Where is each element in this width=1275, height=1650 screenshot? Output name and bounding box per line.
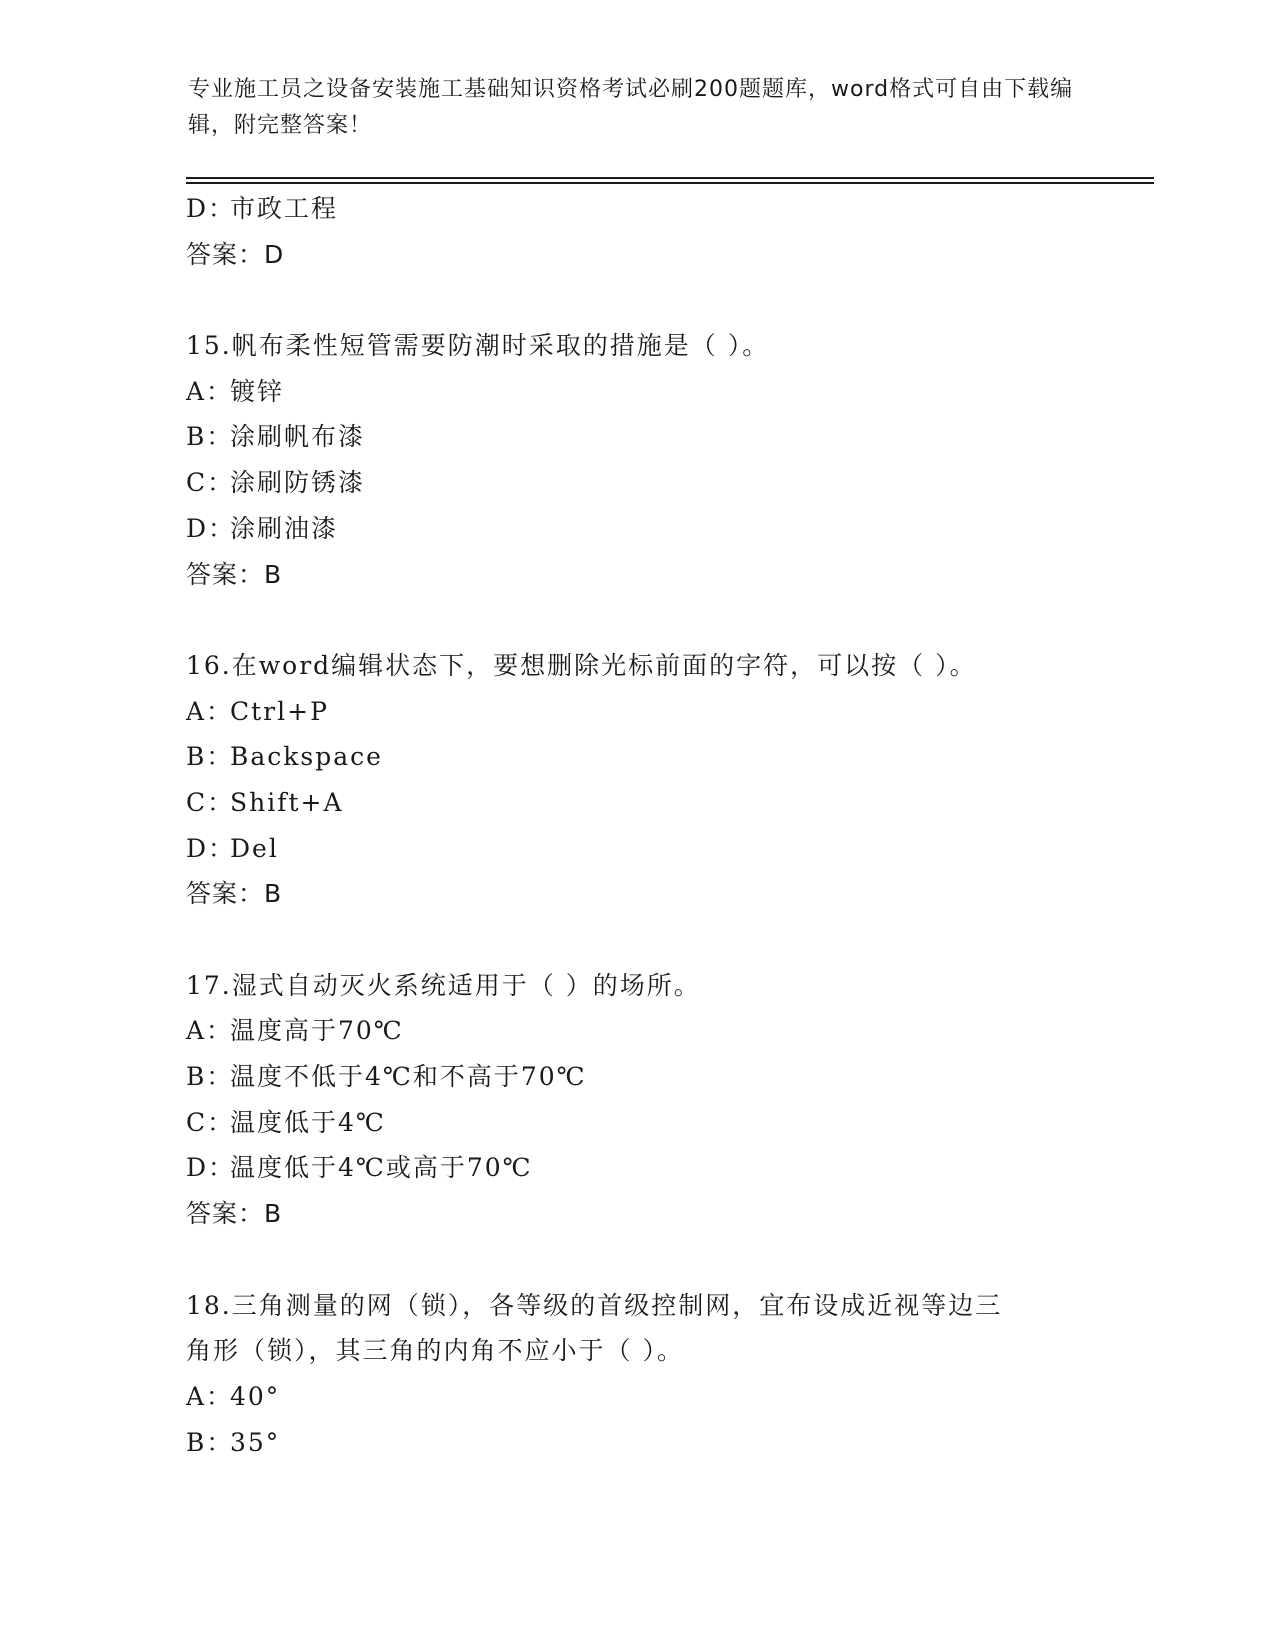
option-text: Backspace bbox=[230, 742, 383, 772]
header-rule-top bbox=[186, 177, 1154, 179]
q17-option-b bbox=[186, 1054, 1086, 1100]
option-text: 涂刷帆布漆 bbox=[230, 422, 366, 452]
option-text: 涂刷防锈漆 bbox=[230, 468, 366, 498]
option-key: D： bbox=[186, 194, 236, 223]
option-key: B： bbox=[186, 742, 234, 772]
option-key: A： bbox=[186, 376, 234, 406]
option-text: 温度高于70℃ bbox=[230, 1016, 404, 1046]
option-text: 市政工程 bbox=[230, 194, 339, 223]
option-key: D： bbox=[186, 1153, 236, 1183]
q16-option-b bbox=[186, 734, 1086, 780]
q16-stem: 16.在word编辑状态下，要想删除光标前面的字符，可以按（ ）。 bbox=[186, 650, 977, 680]
q14-option-d bbox=[186, 186, 1086, 232]
header-rule-bottom bbox=[186, 182, 1154, 184]
q17-stem: 17.湿式自动灭火系统适用于（ ）的场所。 bbox=[186, 970, 701, 1000]
option-key: B： bbox=[186, 1427, 234, 1457]
q18-option-b bbox=[186, 1420, 1086, 1466]
q17-option-d bbox=[186, 1145, 1086, 1191]
q15-answer: 答案：B bbox=[186, 559, 283, 589]
page-header-title: 专业施工员之设备安装施工基础知识资格考试必刷200题题库，word格式可自由下载编辑，附完整答案！ bbox=[188, 77, 1074, 138]
option-key: B： bbox=[186, 1062, 234, 1092]
option-text: 温度不低于4℃和不高于70℃ bbox=[230, 1062, 587, 1092]
option-text: Ctrl+P bbox=[230, 696, 329, 726]
option-text: 40° bbox=[230, 1381, 281, 1411]
option-text: 涂刷油漆 bbox=[230, 513, 339, 543]
q16-option-c bbox=[186, 780, 1086, 826]
option-text: 35° bbox=[230, 1427, 281, 1457]
option-key: D： bbox=[186, 833, 236, 863]
q18-option-a bbox=[186, 1374, 1086, 1420]
q14-answer: 答案：D bbox=[186, 239, 285, 269]
option-key: A： bbox=[186, 1381, 234, 1411]
q16-answer: 答案：B bbox=[186, 879, 283, 909]
option-key: A： bbox=[186, 696, 234, 726]
question-spacer bbox=[186, 1237, 1086, 1283]
q15-option-a bbox=[186, 369, 1086, 415]
option-key: C： bbox=[186, 468, 235, 498]
q15-option-c bbox=[186, 460, 1086, 506]
q17-option-a bbox=[186, 1008, 1086, 1054]
option-key: C： bbox=[186, 1107, 235, 1137]
q15-stem: 15.帆布柔性短管需要防潮时采取的措施是（ ）。 bbox=[186, 331, 770, 361]
option-text: 镀锌 bbox=[230, 376, 285, 406]
option-text: 温度低于4℃或高于70℃ bbox=[230, 1153, 533, 1183]
q15-option-d bbox=[186, 506, 1086, 552]
q15-option-b bbox=[186, 414, 1086, 460]
option-text: 温度低于4℃ bbox=[230, 1107, 386, 1137]
option-text: Shift+A bbox=[230, 787, 344, 817]
q18-stem-line1: 18.三角测量的网（锁），各等级的首级控制网，宜布设成近视等边三 bbox=[186, 1290, 1003, 1320]
question-spacer bbox=[186, 917, 1086, 963]
option-key: A： bbox=[186, 1016, 234, 1046]
q17-option-c bbox=[186, 1100, 1086, 1146]
q17-answer: 答案：B bbox=[186, 1199, 283, 1229]
question-list bbox=[186, 186, 1086, 1465]
option-key: B： bbox=[186, 422, 234, 452]
q18-stem-line2: 角形（锁），其三角的内角不应小于（ ）。 bbox=[186, 1336, 684, 1366]
question-spacer bbox=[186, 277, 1086, 323]
q16-option-a bbox=[186, 689, 1086, 735]
option-key: D： bbox=[186, 513, 236, 543]
option-text: Del bbox=[230, 833, 279, 863]
q16-option-d bbox=[186, 826, 1086, 872]
question-spacer bbox=[186, 597, 1086, 643]
option-key: C： bbox=[186, 787, 235, 817]
